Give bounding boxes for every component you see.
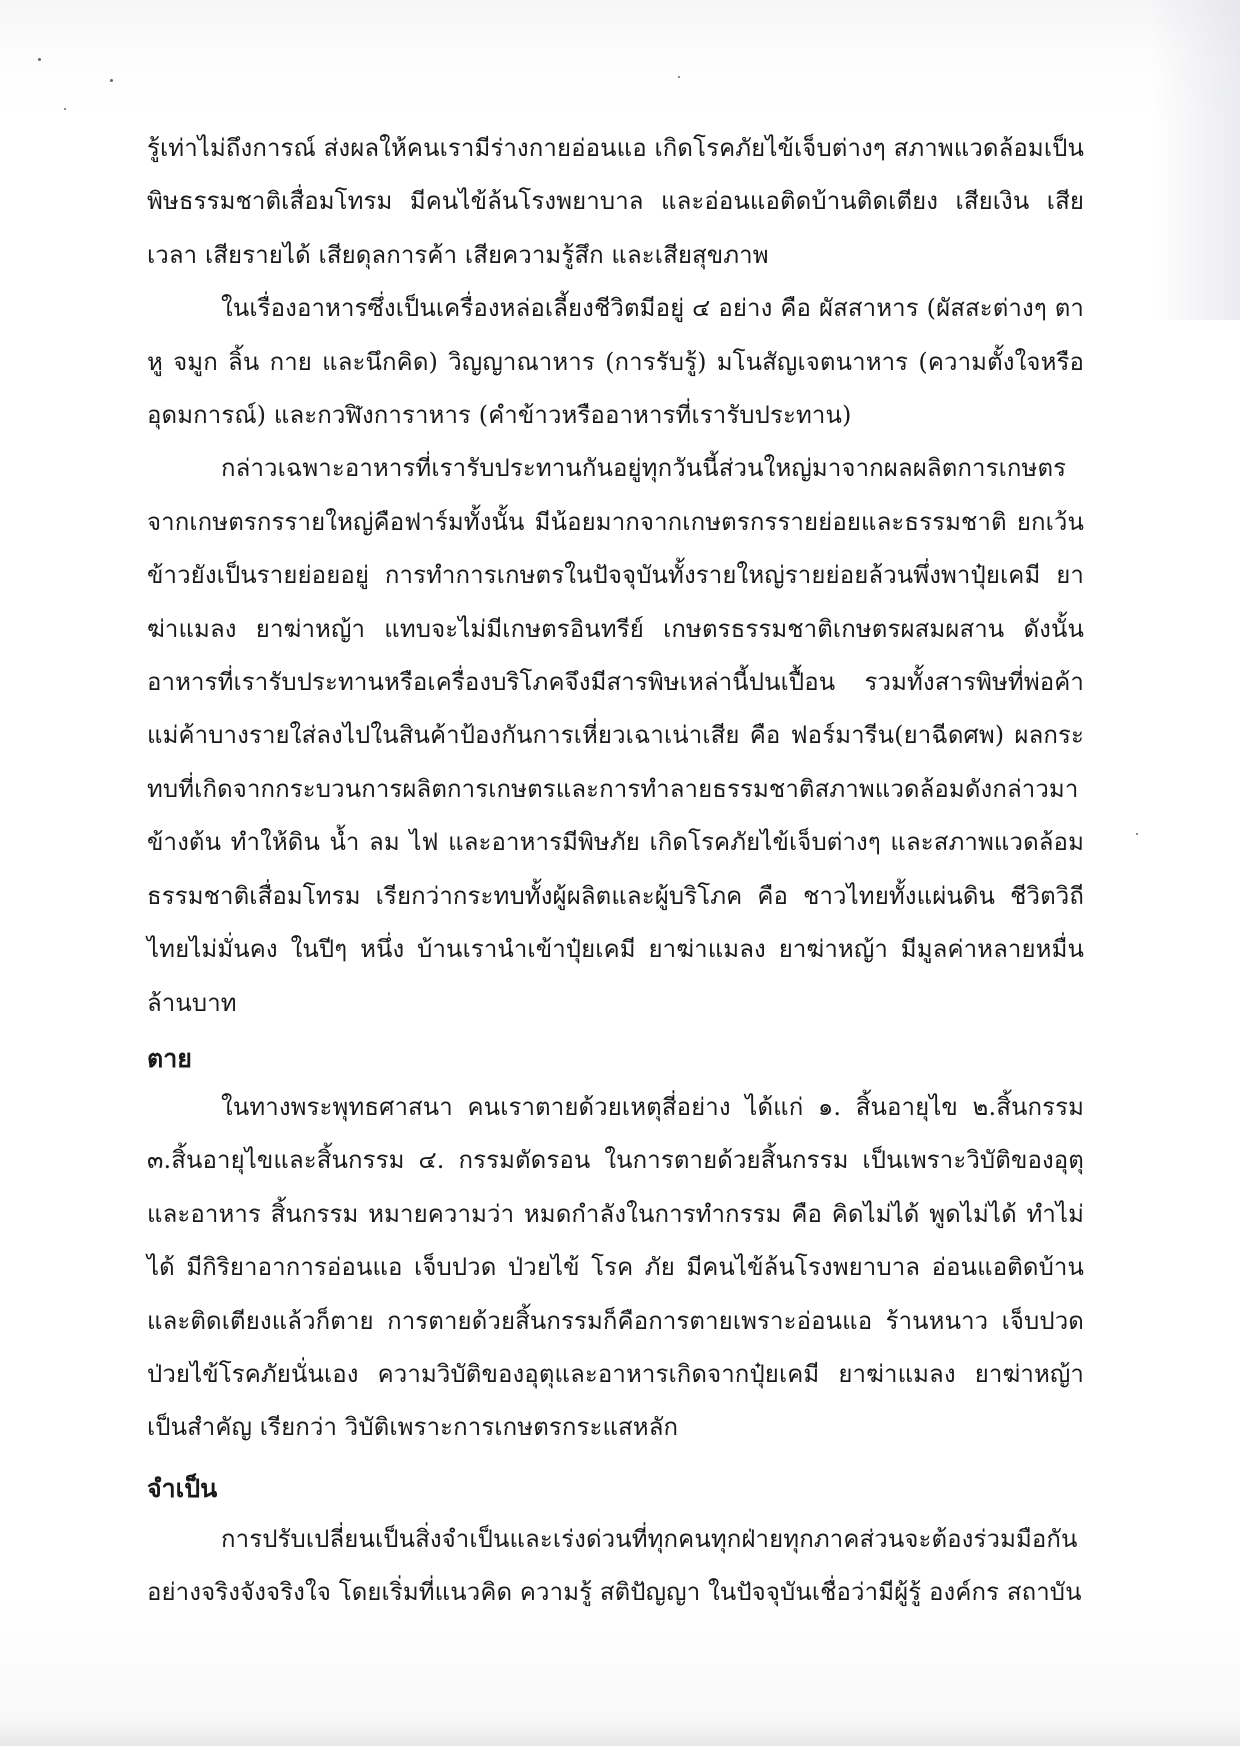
body-paragraph: ในเรื่องอาหารซึ่งเป็นเครื่องหล่อเลี้ยงชีวิตมีอยู่ ๔ อย่าง คือ ผัสสาหาร (ผัสสะต่างๆ ตา หู จมูก ลิ้น กาย และนึกคิด) วิญญาณาหาร (การรับรู้) มโนสัญเจตนาหาร (ความตั้งใจหรืออุดมการณ์) และกวฬิงการาหาร (คำข้าวหรืออาหารที่เรารับประทาน) [147,294,1084,430]
body-paragraph: ในทางพระพุทธศาสนา คนเราตายด้วยเหตุสี่อย่าง ได้แก่ ๑. สิ้นอายุไข ๒.สิ้นกรรม ๓.สิ้นอายุไขและสิ้นกรรม ๔. กรรมตัดรอน ในการตายด้วยสิ้นกรรม เป็นเพราะวิบัติของอุตุและอาหาร สิ้นกรรม หมายความว่า หมดกำลังในการทำกรรม คือ คิดไม่ได้ พูดไม่ได้ ทำไม่ได้ มีกิริยาอาการอ่อนแอ เจ็บปวด ป่วยไข้ โรค ภัย มีคนไข้ล้นโรงพยาบาล อ่อนแอติดบ้านและติดเตียงแล้วก็ตาย การตายด้วยสิ้นกรรมก็คือการตายเพราะอ่อนแอ ร้านหนาว เจ็บปวด ป่วยไข้โรคภัยนั่นเอง ความวิบัติของอุตุและอาหารเกิดจากปุ๋ยเคมี ยาฆ่าแมลง ยาฆ่าหญ้าเป็นสำคัญ เรียกว่า วิบัติเพราะการเกษตรกระแสหลัก [147,1092,1084,1442]
body-paragraph: รู้เท่าไม่ถึงการณ์ ส่งผลให้คนเรามีร่างกายอ่อนแอ เกิดโรคภัยไข้เจ็บต่างๆ สภาพแวดล้อมเป็นพิษธรรมชาติเสื่อมโทรม มีคนไข้ล้นโรงพยาบาล และอ่อนแอติดบ้านติดเตียง เสียเงิน เสียเวลา เสียรายได้ เสียดุลการค้า เสียความรู้สึก และเสียสุขภาพ [147,134,1084,269]
scan-speck [110,79,113,82]
scan-speck [64,108,66,110]
body-paragraph: การปรับเปลี่ยนเป็นสิ่งจำเป็นและเร่งด่วนที่ทุกคนทุกฝ่ายทุกภาคส่วนจะต้องร่วมมือกันอย่างจริงจังจริงใจ โดยเริ่มที่แนวคิด ความรู้ สติปัญญา ในปัจจุบันเชื่อว่ามีผู้รู้ องค์กร สถาบัน [147,1524,1082,1607]
scan-speck [678,76,680,78]
section-heading-death: ตาย [147,1043,192,1073]
scan-shadow-right [1150,0,1240,320]
scan-speck [38,58,41,61]
document-body [147,122,1084,1620]
section-heading-need: จำเป็น [147,1473,218,1503]
body-paragraph: กล่าวเฉพาะอาหารที่เรารับประทานกันอยู่ทุกวันนี้ส่วนใหญ่มาจากผลผลิตการเกษตรจากเกษตรกรรายใหญ่คือฟาร์มทั้งนั้น มีน้อยมากจากเกษตรกรรายย่อยและธรรมชาติ ยกเว้นข้าวยังเป็นรายย่อยอยู่ การทำการเกษตรในปัจจุบันทั้งรายใหญ่รายย่อยล้วนพึ่งพาปุ๋ยเคมี ยาฆ่าแมลง ยาฆ่าหญ้า แทบจะไม่มีเกษตรอินทรีย์ เกษตรธรรมชาติเกษตรผสมผสาน ดังนั้นอาหารที่เรารับประทานหรือเครื่องบริโภคจึงมีสารพิษเหล่านี้ปนเปื้อน รวมทั้งสารพิษที่พ่อค้าแม่ค้าบางรายใส่ลงไปในสินค้าป้องกันการเหี่ยวเฉาเน่าเสีย คือ ฟอร์มารีน(ยาฉีดศพ) ผลกระทบที่เกิดจากกระบวนการผลิตการเกษตรและการทำลายธรรมชาติสภาพแวดล้อมดังกล่าวมาข้างต้น ทำให้ดิน น้ำ ลม ไฟ และอาหารมีพิษภัย เกิดโรคภัยไข้เจ็บต่างๆ และสภาพแวดล้อมธรรมชาติเสื่อมโทรม เรียกว่ากระทบทั้งผู้ผลิตและผู้บริโภค คือ ชาวไทยทั้งแผ่นดิน ชีวิตวิถีไทยไม่มั่นคง ในปีๆ หนึ่ง บ้านเรานำเข้าปุ๋ยเคมี ยาฆ่าแมลง ยาฆ่าหญ้า มีมูลค่าหลายหมื่นล้านบาท [147,454,1084,1017]
scan-shadow-bottom [0,1720,1240,1746]
scan-speck [1136,833,1138,835]
